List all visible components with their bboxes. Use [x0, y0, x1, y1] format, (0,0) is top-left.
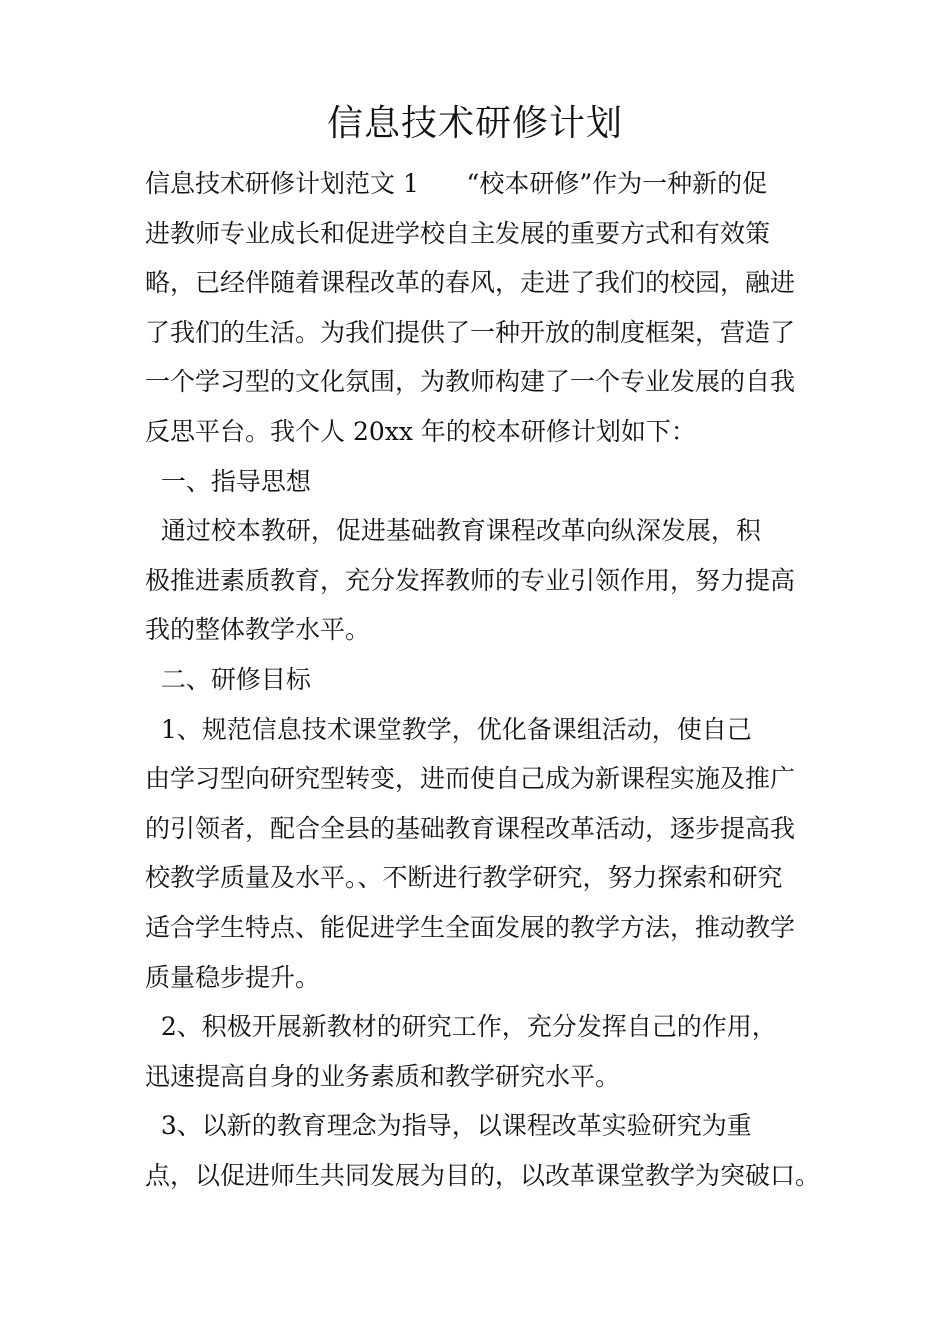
text-line: 适合学生特点、能促进学生全面发展的教学方法，推动教学 [145, 912, 796, 942]
text-line: 我的整体教学水平。 [145, 615, 371, 645]
text-line: 迅速提高自身的业务素质和教学研究水平。 [145, 1061, 621, 1091]
text-line: 3、以新的教育理念为指导，以课程改革实验研究为重 [145, 1111, 752, 1141]
text-line: 极推进素质教育，充分发挥教师的专业引领作用，努力提高 [145, 565, 796, 595]
text-line: 略，已经伴随着课程改革的春风，走进了我们的校园，融进 [145, 268, 796, 298]
text-line: 2、积极开展新教材的研究工作，充分发挥自己的作用， [145, 1012, 777, 1042]
text-line: 一个学习型的文化氛围，为教师构建了一个专业发展的自我 [145, 367, 796, 397]
document-body [145, 159, 845, 1200]
text-line: 的引领者，配合全县的基础教育课程改革活动，逐步提高我 [145, 813, 796, 843]
text-line: 进教师专业成长和促进学校自主发展的重要方式和有效策 [145, 218, 771, 248]
text-line: 信息技术研修计划范文 1 “校本研修”作为一种新的促 [145, 169, 768, 198]
section-heading: 一、指导思想 [145, 466, 311, 496]
text-line: 由学习型向研究型转变，进而使自己成为新课程实施及推广 [145, 764, 796, 794]
text-line: 反思平台。我个人 20xx 年的校本研修计划如下： [145, 416, 696, 446]
section-heading: 二、研修目标 [145, 664, 311, 694]
text-line: 质量稳步提升。 [145, 962, 321, 992]
page-title: 信息技术研修计划 [326, 103, 623, 144]
text-line: 点，以促进师生共同发展为目的，以改革课堂教学为突破口。 [145, 1160, 821, 1190]
text-line: 校教学质量及水平。、不断进行教学研究，努力探索和研究 [145, 863, 783, 893]
text-line: 1、规范信息技术课堂教学，优化备课组活动，使自己 [145, 714, 752, 744]
text-line: 了我们的生活。为我们提供了一种开放的制度框架，营造了 [145, 317, 796, 347]
text-line: 通过校本教研，促进基础教育课程改革向纵深发展，积 [145, 516, 761, 546]
